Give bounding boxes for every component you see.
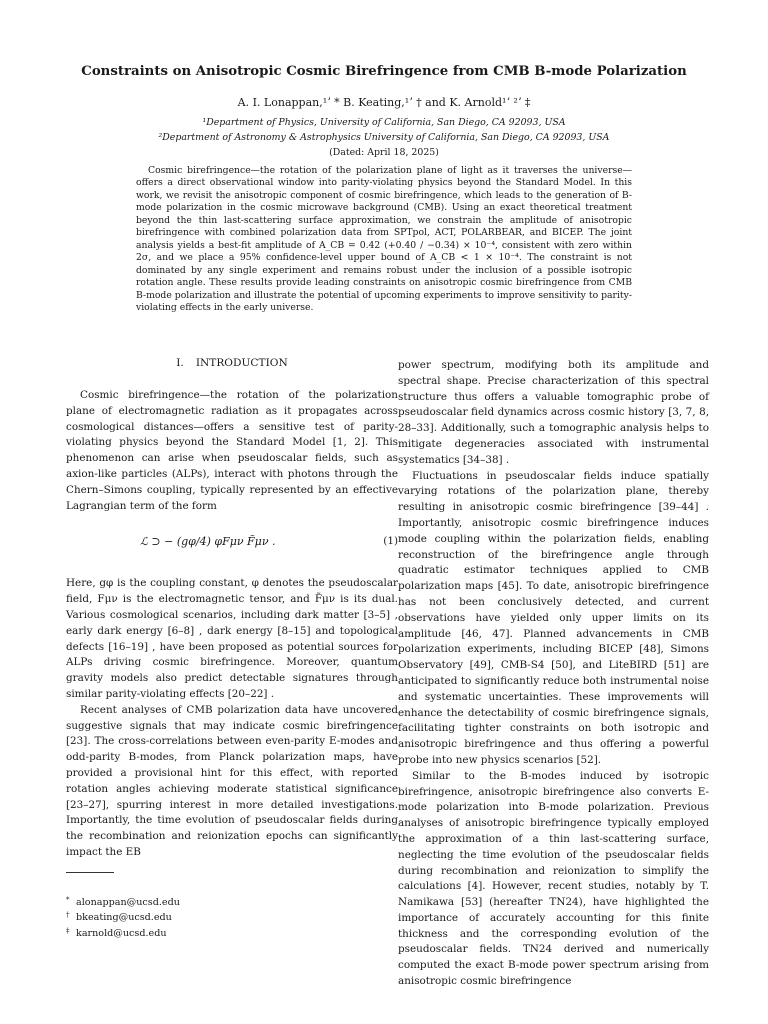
footnote-item: [66, 894, 180, 909]
footnote-mark: *: [66, 896, 70, 904]
intro-paragraph-2: Here, gφ is the coupling constant, φ denotes the pseudoscalar field, Fμν is the electromagnetic tensor, and F̃μν is its dual. Various cosmological scenarios, including dark matter [3–5] , early dark energy [6–8] , dark energy [8–15] and topological defects [16–19] , have been proposed as potential sources for ALPs driving cosmic birefringence. Moreover, quantum gravity models also predict detectable signatures through similar parity-violating effects [20–22] .: [66, 577, 398, 700]
affiliation-1: ¹Department of Physics, University of California, San Diego, CA 92093, USA: [202, 117, 566, 128]
intro-paragraph-4: power spectrum, modifying both its amplitude and spectral shape. Precise characterization of this spectral structure thus offers a valuable tomographic probe of pseudoscalar field dynamics across cosmic history [3, 7, 8, 28–33]. Additionally, such a tomographic analysis helps to mitigate degeneracies associated with instrumental systematics [34–38] .: [398, 359, 709, 466]
section-title: INTRODUCTION: [195, 357, 288, 369]
intro-paragraph-1: Cosmic birefringence—the rotation of the polarization plane of electromagnetic radiation as it propagates across cosmological distances—offers a sensitive test of parity-violating physics beyond the Standard Model [1, 2]. This phenomenon can arise when pseudoscalar fields, such as axion-like particles (ALPs), interact with photons through the Chern–Simons coupling, typically represented by an effective Lagrangian term of the form: [66, 389, 398, 512]
author-list: A. I. Lonappan,¹ʼ * B. Keating,¹ʼ † and K. Arnold¹ʼ ²ʼ ‡: [237, 96, 531, 109]
affiliation-2: ²Department of Astronomy & Astrophysics University of California, San Diego, CA 92093, USA: [158, 132, 610, 143]
section-heading: [66, 356, 398, 372]
footnote-mark: ‡: [66, 926, 70, 935]
intro-paragraph-3: Recent analyses of CMB polarization data have uncovered suggestive signals that may indicate cosmic birefringence [23]. The cross-correlations between even-parity E-modes and odd-parity B-modes, from Planck polarization maps, have provided a provisional hint for this effect, with reported rotation angles achieving moderate statistical significance [23–27], spurring interest in more detailed investigations. Importantly, the time evolution of pseudoscalar fields during the recombination and reionization epochs can significantly impact the EB: [66, 703, 398, 858]
footnote-rule: [66, 872, 114, 873]
date-line: (Dated: April 18, 2025): [329, 147, 439, 158]
right-column: [398, 358, 709, 990]
section-number: I.: [176, 357, 184, 369]
footnote-email[interactable]: alonappan@ucsd.edu: [76, 897, 180, 908]
footnote-item: [66, 925, 180, 940]
footnote-item: [66, 909, 180, 924]
paper-title: Constraints on Anisotropic Cosmic Birefringence from CMB B-mode Polarization: [81, 64, 687, 79]
intro-paragraph-6: Similar to the B-modes induced by isotropic birefringence, anisotropic birefringence also converts E-mode polarization into B-mode polarization. Previous analyses of anisotropic birefringence typically employed the approximation of a thin last-scattering surface, neglecting the time evolution of the pseudoscalar fields during recombination and reionization to simplify the calculations [4]. However, recent studies, notably by T. Namikawa [53] (hereafter TN24), have highlighted the importance of accurately accounting for this finite thickness and the corresponding evolution of the pseudoscalar fields. TN24 derived and numerically computed the exact B-mode power spectrum arising from anisotropic cosmic birefringence: [398, 769, 709, 988]
footnote-email[interactable]: karnold@ucsd.edu: [76, 927, 167, 939]
equation-1: [66, 526, 398, 566]
footnote-mark: †: [66, 911, 70, 920]
footnotes: [66, 894, 180, 940]
abstract: Cosmic birefringence—the rotation of the polarization plane of light as it traverses the universe—offers a direct observational window into parity-violating physics beyond the Standard Model. In this work, we revisit the anisotropic component of cosmic birefringence, which leads to the generation of B-mode polarization in the cosmic microwave background (CMB). Using an exact theoretical treatment beyond the thin last-scattering surface approximation, we constrain the amplitude of anisotropic birefringence with combined polarization data from SPTpol, ACT, POLARBEAR, and BICEP. The joint analysis yields a best-fit amplitude of A_CB = 0.42 (+0.40 / −0.34) × 10⁻⁴, consistent with zero within 2σ, and we place a 95% confidence-level upper bound of A_CB < 1 × 10⁻⁴. The constraint is not dominated by any single experiment and remains robust under the inclusion of a possible isotropic rotation angle. These results provide leading constraints on anisotropic cosmic birefringence from CMB B-mode polarization and illustrate the potential of upcoming experiments to improve sensitivity to parity-violating effects in the early universe.: [136, 165, 632, 313]
equation-number: (1): [383, 535, 398, 548]
left-column: [66, 356, 398, 861]
footnote-email[interactable]: bkeating@ucsd.edu: [76, 912, 172, 924]
lagrangian-equation: ℒ ⊃ − (gφ/4) φFμν F̃μν .: [140, 535, 276, 549]
intro-paragraph-5: Fluctuations in pseudoscalar fields induce spatially varying rotations of the polarization plane, thereby resulting in anisotropic cosmic birefringence [39–44] . Importantly, anisotropic cosmic birefringence induces mode coupling within the polarization fields, enabling reconstruction of the birefringence angle through quadratic estimator techniques applied to CMB polarization maps [45]. To date, anisotropic birefringence has not been conclusively detected, and current observations have yielded only upper limits on its amplitude [46, 47]. Planned advancements in CMB polarization experiments, including BICEP [48], Simons Observatory [49], CMB-S4 [50], and LiteBIRD [51] are anticipated to significantly reduce both instrumental noise and systematic uncertainties. These improvements will enhance the detectability of cosmic birefringence signals, facilitating tighter constraints on both isotropic and anisotropic birefringence and thus offering a powerful probe into new physics scenarios [52].: [398, 469, 709, 766]
